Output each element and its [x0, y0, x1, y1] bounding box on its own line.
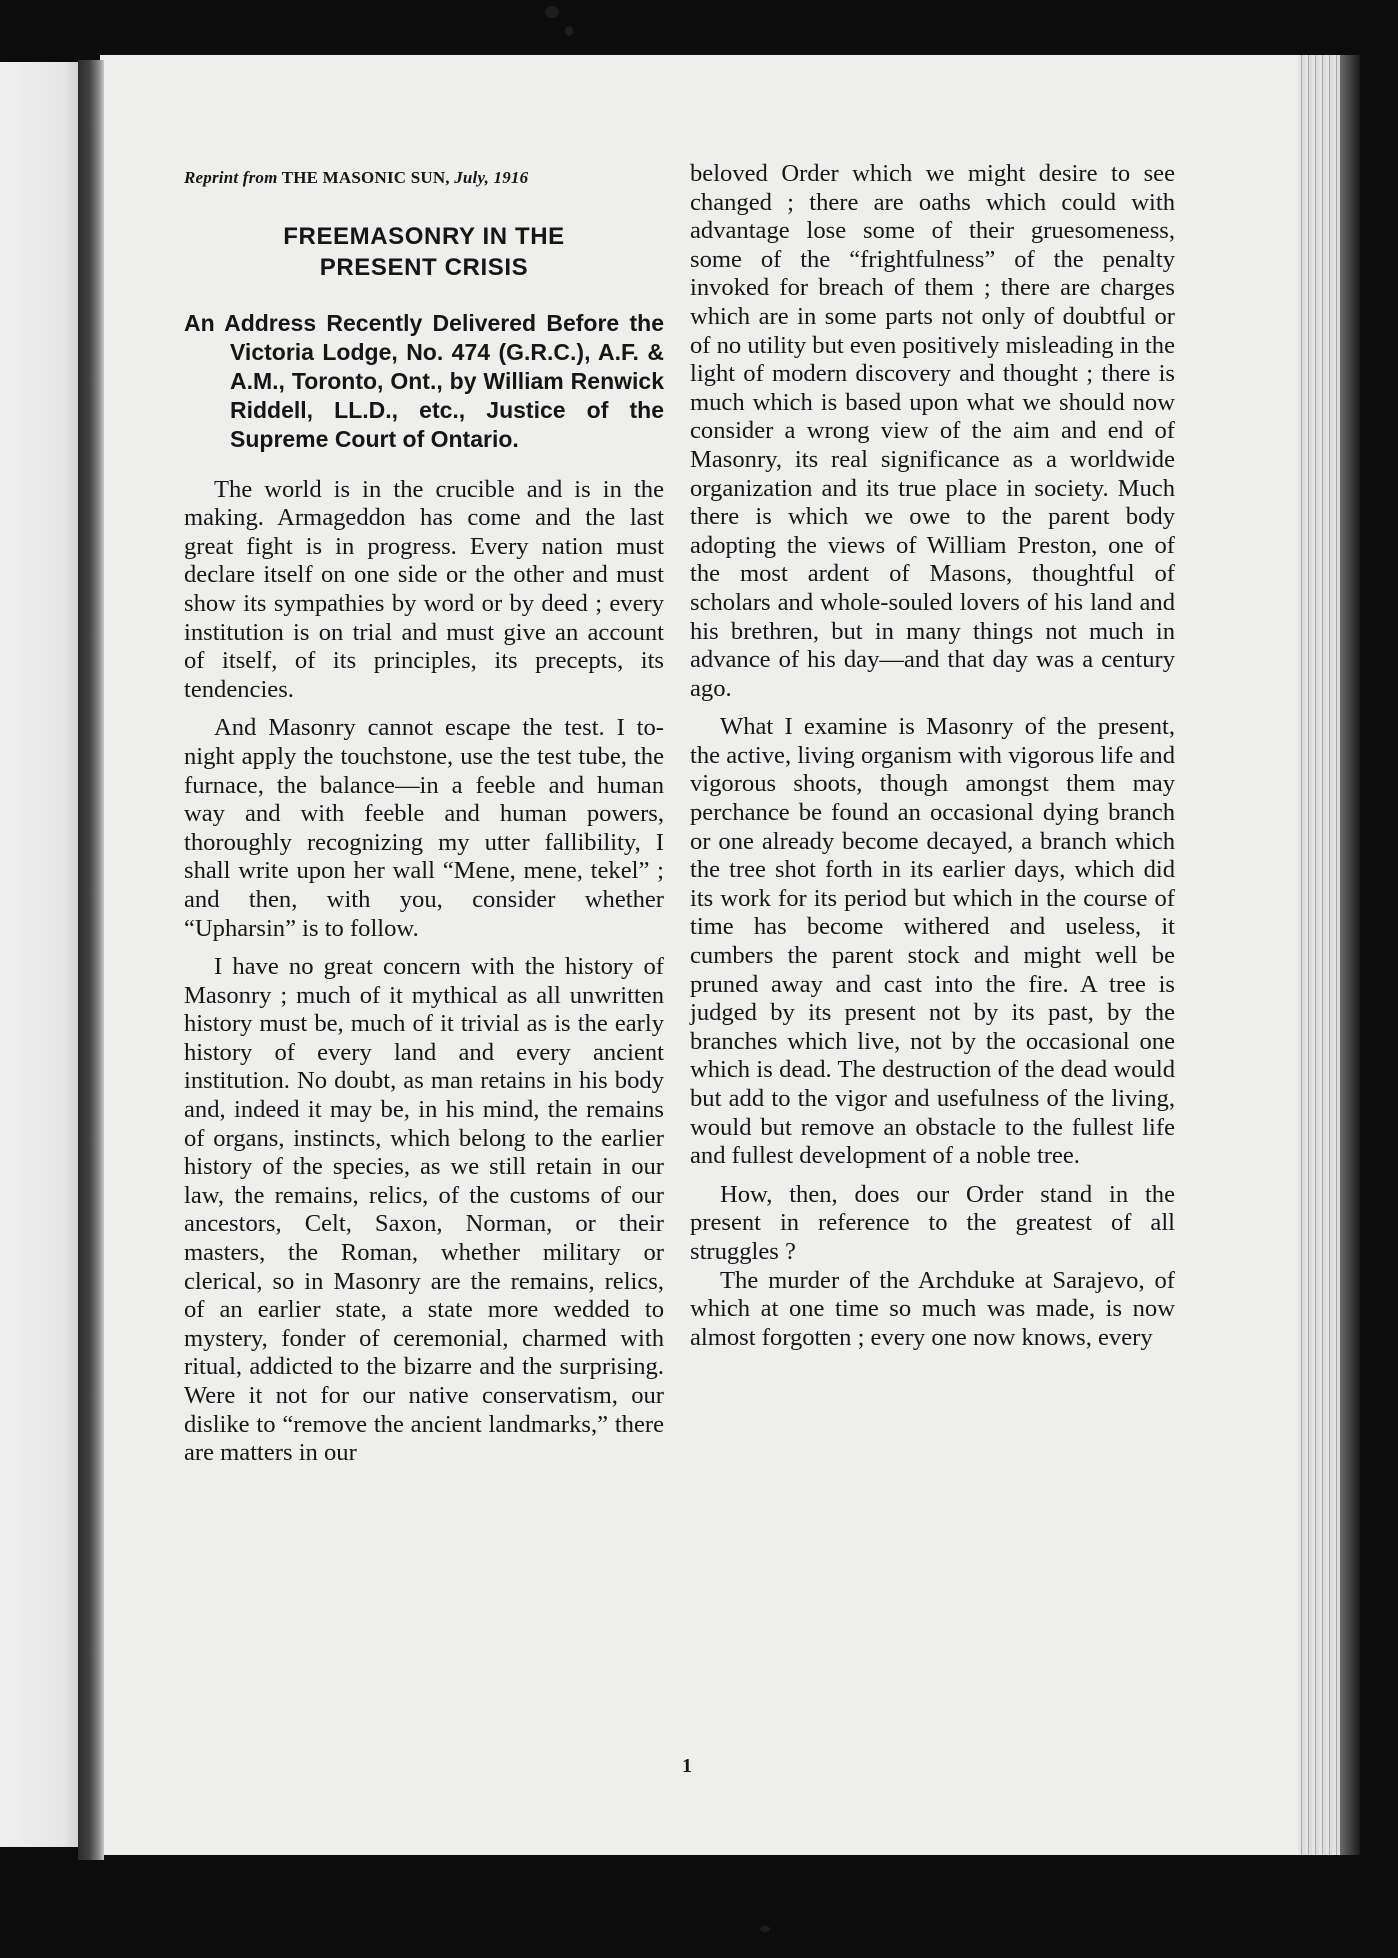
body-paragraph: I have no great concern with the history of Masonry ; much of it mythical as all unwritten history must be, much of it trivial as is the early history of every land and every ancient institution. No doubt, as man retains in his body and, indeed it may be, in his mind, the remains of organs, instincts, which belong to the earlier history of the species, as we still retain in our law, the remains, relics, of the customs of our ancestors, Celt, Saxon, Norman, or their masters, the Roman, whether military or clerical, so in Masonry are the remains, relics, of an earlier state, a state more wedded to mystery, fonder of ceremonial, charmed with ritual, addicted to the bizarre and the surprising. Were it not for our native conservatism, our dislike to “remove the ancient landmarks,” there are matters in our	[184, 953, 664, 1467]
article-title	[184, 221, 664, 283]
body-paragraph: The murder of the Archduke at Sarajevo, of which at one time so much was made, is now almost forgotten ; every one now knows, every	[690, 1266, 1175, 1351]
reprint-line	[184, 164, 664, 193]
gutter-shadow	[78, 60, 104, 1860]
scan-speck	[760, 1926, 770, 1932]
body-paragraph: beloved Order which we might desire to see changed ; there are oaths which could with advantage lose some of their gruesomeness, some of the “frightfulness” of the penalty invoked for breach of them ; there are charges which are in some parts not only of doubtful or of no utility but even positively misleading in the light of modern discovery and thought ; there is much which is based upon what we should now consider a wrong view of the aim and end of Masonry, its real significance as a worldwide organization and its true place in society. Much there is which we owe to the parent body adopting the views of William Preston, one of the most ardent of Masons, thoughtful of scholars and whole-souled lovers of his land and his brethren, but in many things not much in advance of his day—and that day was a century ago.	[690, 160, 1175, 702]
body-paragraph: How, then, does our Order stand in the present in reference to the greatest of all struggles ?	[690, 1180, 1175, 1265]
body-paragraph: What I examine is Masonry of the present, the active, living organism with vigorous life and vigorous shoots, though amongst them may perchance be found an occasional dying branch or one already become decayed, a branch which the tree shot forth in its earlier days, which did its work for its period but which in the course of time has become withered and useless, it cumbers the parent stock and might well be pruned away and cast into the fire. A tree is judged by its present not by its past, by the branches which live, not by the occasional one which is dead. The destruction of the dead would but add to the vigor and usefulness of the living, would but remove an obstacle to the fullest life and fullest development of a noble tree.	[690, 713, 1175, 1170]
body-paragraph: The world is in the crucible and is in the making. Armageddon has come and the last great fight is in progress. Every nation must declare itself on one side or the other and must show its sympathies by word or by deed ; every institution is on trial and must give an account of itself, of its principles, its precepts, its tendencies.	[184, 475, 664, 703]
page-stack-shadow	[1340, 55, 1360, 1855]
publication-name: THE MASONIC SUN,	[281, 168, 450, 187]
title-line: PRESENT CRISIS	[319, 253, 529, 281]
page-stack-edges	[1298, 55, 1340, 1855]
scan-speck	[545, 6, 559, 18]
publication-date: July, 1916	[454, 168, 529, 187]
body-paragraph: And Masonry cannot escape the test. I to-night apply the touchstone, use the test tube, the furnace, the balance—in a feeble and human way and with feeble and human powers, thoroughly recognizing my utter fallibility, I shall write upon her wall “Mene, mene, tekel” ; and then, with you, consider whether “Upharsin” is to follow.	[184, 714, 664, 942]
scan-speck	[565, 26, 573, 36]
right-column	[690, 160, 1175, 1352]
page-number: 1	[682, 1755, 692, 1777]
reprint-prefix: Reprint from	[184, 168, 278, 187]
left-column	[184, 160, 664, 1468]
left-page-edge	[0, 62, 80, 1847]
title-line: FREEMASONRY IN THE	[283, 222, 565, 250]
article-subtitle: An Address Recently Delivered Before the Victoria Lodge, No. 474 (G.R.C.), A.F. & A.M., Toronto, Ont., by William Renwick Riddell, LL.D., etc., Justice of the Supreme Court of Ontario.	[184, 309, 664, 452]
